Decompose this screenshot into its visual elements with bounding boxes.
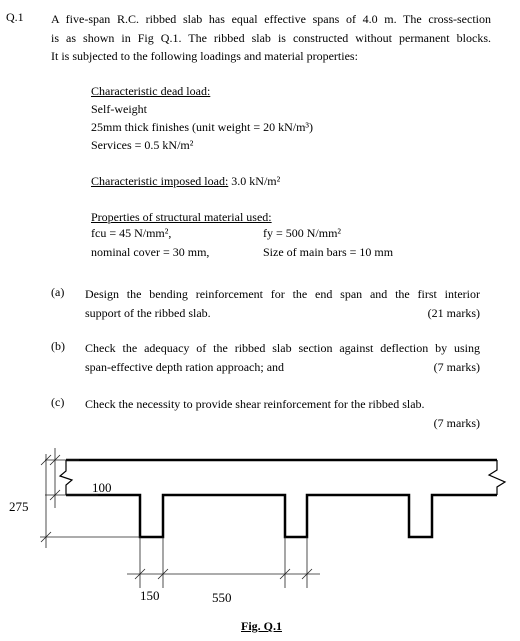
imposed-load-value: 3.0 kN/m² — [228, 174, 281, 188]
imposed-load-section — [91, 172, 280, 190]
imposed-load-heading: Characteristic imposed load: — [91, 174, 229, 188]
dead-load-item: 25mm thick finishes (unit weight = 20 kN/m³) — [91, 120, 314, 134]
part-a-line: Design the bending reinforcement for the end span and the first interior — [85, 287, 480, 301]
left-break-line — [60, 460, 72, 495]
question-number: Q.1 — [6, 10, 24, 24]
part-a-text — [85, 285, 480, 322]
part-b-letter: (b) — [51, 339, 65, 353]
part-c-letter: (c) — [51, 395, 65, 409]
question-intro — [51, 10, 491, 66]
slab-outline — [66, 460, 497, 537]
part-c-marks: (7 marks) — [433, 415, 480, 430]
part-b-text — [85, 339, 480, 376]
dead-load-item: Self-weight — [91, 102, 147, 116]
dead-load-heading: Characteristic dead load: — [91, 84, 211, 98]
materials-heading: Properties of structural material used: — [91, 210, 272, 224]
fy-value: fy = 500 N/mm² — [263, 226, 342, 240]
part-c-line: Check the necessity to provide shear reinforcement for the ribbed slab. — [85, 397, 425, 411]
dead-load-item: Services = 0.5 kN/m² — [91, 138, 194, 152]
ribbed-slab-cross-section — [0, 440, 520, 620]
dimension-lines — [40, 448, 320, 588]
part-a-letter: (a) — [51, 285, 65, 299]
dim-rib-label: 150 — [140, 588, 160, 603]
part-c-text — [85, 395, 480, 432]
part-a-line: support of the ribbed slab. — [85, 305, 211, 320]
dim-flange-label: 100 — [92, 480, 112, 495]
dimension-ticks — [41, 455, 312, 579]
part-a-marks: (21 marks) — [427, 305, 480, 320]
part-b-line: span-effective depth ration approach; and — [85, 359, 285, 374]
dim-depth-label: 275 — [9, 499, 29, 514]
intro-line: is as shown in Fig Q.1. The ribbed slab is constructed without permanent blocks. — [51, 30, 491, 45]
intro-line: A five-span R.C. ribbed slab has equal effective spans of 4.0 m. The cross-section — [51, 12, 491, 26]
bar-size-value: Size of main bars = 10 mm — [263, 245, 394, 259]
dim-spacing-label: 550 — [212, 590, 232, 605]
intro-line: It is subjected to the following loadings and material properties: — [51, 49, 358, 63]
figure-caption: Fig. Q.1 — [241, 619, 282, 633]
materials-section — [91, 208, 272, 226]
cover-value: nominal cover = 30 mm, — [91, 245, 210, 259]
right-break-line — [489, 460, 505, 495]
part-b-marks: (7 marks) — [433, 359, 480, 374]
part-b-line: Check the adequacy of the ribbed slab section against deflection by using — [85, 341, 480, 355]
fcu-value: fcu = 45 N/mm², — [91, 226, 172, 240]
dead-load-section — [91, 82, 313, 154]
